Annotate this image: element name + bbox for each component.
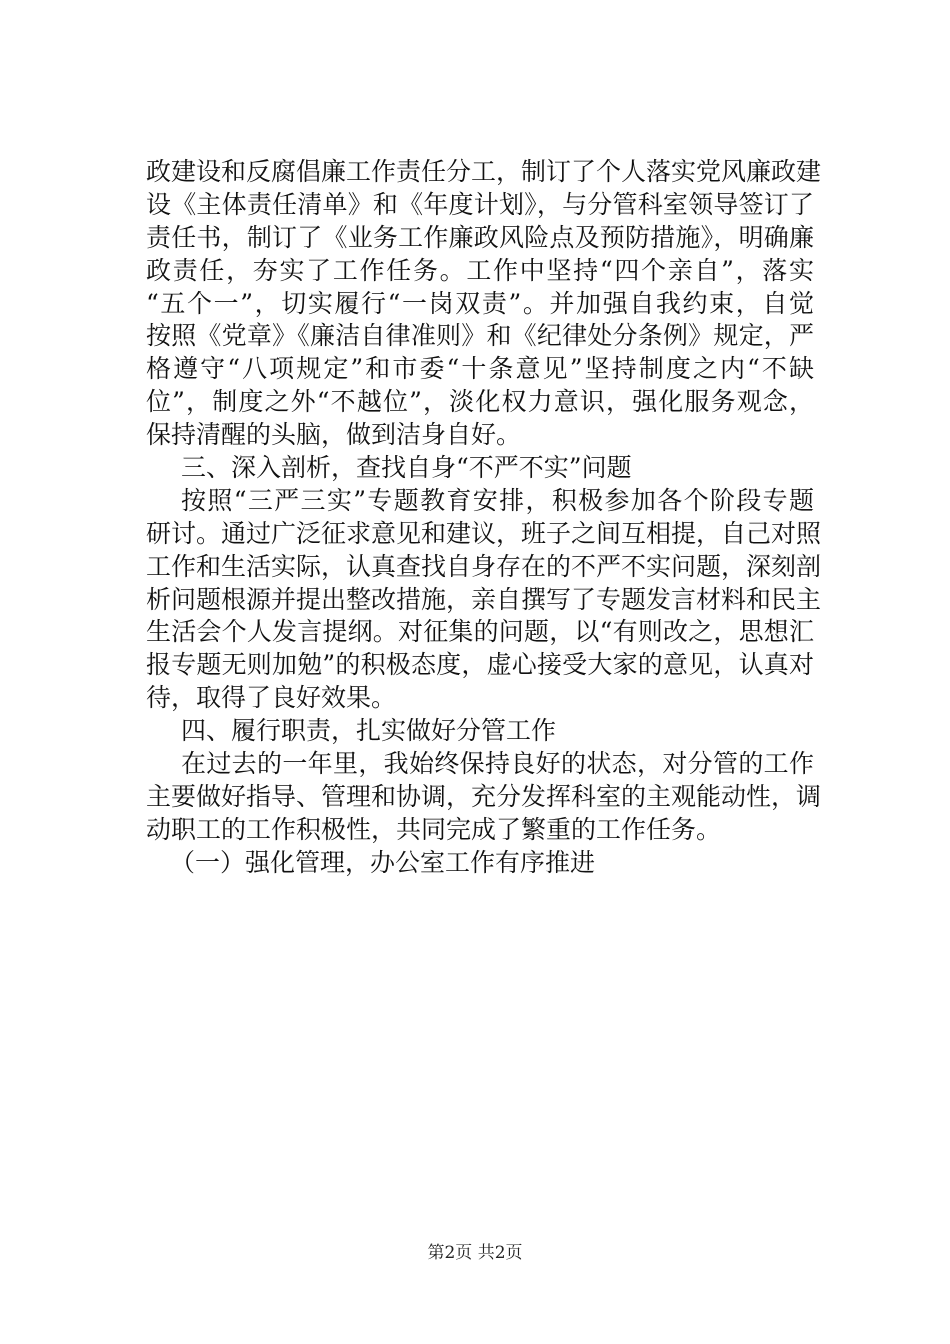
body-text-line: “五个一”，切实履行“一岗双责”。并加强自我约束，自觉 (146, 288, 814, 318)
document-body (146, 156, 822, 880)
body-text-line: 研讨。通过广泛征求意见和建议，班子之间互相提，自己对照 (146, 518, 822, 548)
body-text-line: 报专题无则加勉”的积极态度，虚心接受大家的意见，认真对 (146, 650, 814, 680)
body-text-line: 按照《党章》《廉洁自律准则》和《纪律处分条例》规定，严 (146, 321, 814, 351)
section-heading: 四、履行职责，扎实做好分管工作 (181, 716, 557, 746)
body-text-line: 析问题根源并提出整改措施，亲自撰写了专题发言材料和民主 (146, 584, 822, 614)
body-text-line: 设《主体责任清单》和《年度计划》，与分管科室领导签订了 (146, 189, 814, 219)
page-number-footer: 第2页 共2页 (427, 1243, 523, 1263)
body-text-line: 生活会个人发言提纲。对征集的问题，以“有则改之，思想汇 (146, 617, 814, 647)
body-text-line: 动职工的工作积极性，共同完成了繁重的工作任务。 (146, 814, 722, 844)
body-text-line: 工作和生活实际，认真查找自身存在的不严不实问题，深刻剖 (146, 551, 822, 581)
body-text-line: 待，取得了良好效果。 (146, 683, 397, 713)
body-text-line: 责任书，制订了《业务工作廉政风险点及预防措施》，明确廉 (146, 222, 814, 252)
body-text-line: 政建设和反腐倡廉工作责任分工，制订了个人落实党风廉政建 (146, 157, 822, 186)
body-text-line: 在过去的一年里，我始终保持良好的状态，对分管的工作 (181, 749, 814, 779)
subsection-heading: （一）强化管理，办公室工作有序推进 (170, 847, 596, 877)
body-text-line: 政责任，夯实了工作任务。工作中坚持“四个亲自”，落实 (146, 255, 814, 285)
body-text-line: 保持清醒的头脑，做到洁身自好。 (146, 420, 522, 450)
section-heading: 三、深入剖析，查找自身“不严不实”问题 (181, 453, 632, 483)
body-text-line: 主要做好指导、管理和协调，充分发挥科室的主观能动性，调 (146, 781, 822, 811)
body-text-line: 格遵守“八项规定”和市委“十条意见”坚持制度之内“不缺 (146, 354, 814, 384)
body-text-line: 按照“三严三实”专题教育安排，积极参加各个阶段专题 (181, 485, 814, 515)
body-text-line: 位”，制度之外“不越位”，淡化权力意识，强化服务观念， (146, 387, 814, 417)
